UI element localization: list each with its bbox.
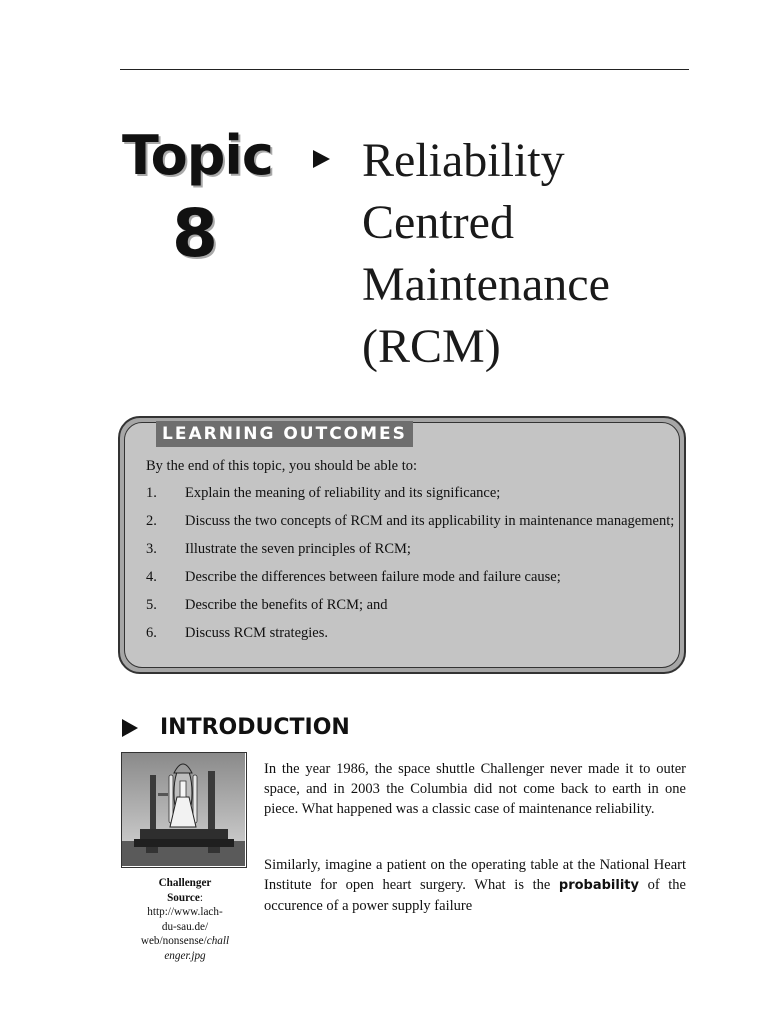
space-shuttle-image <box>122 753 245 866</box>
introduction-heading-row <box>122 713 350 743</box>
caption-url-part: web/nonsense/ <box>140 935 207 948</box>
introduction-heading: INTRODUCTION <box>160 715 350 740</box>
list-item-number: 3. <box>146 541 157 557</box>
caption-url-line: http://www.lach- <box>147 906 223 919</box>
topic-label: Topic <box>122 124 273 187</box>
caption-colon: : <box>199 891 203 904</box>
list-item-number: 6. <box>146 625 157 641</box>
shuttle-photo <box>121 752 247 868</box>
caption-url-line <box>120 934 250 949</box>
list-item-number: 2. <box>146 513 157 529</box>
list-item-text: Describe the benefits of RCM; and <box>185 597 388 613</box>
caption-url-line: du-sau.de/ <box>161 920 209 933</box>
caption-source-line <box>120 891 250 906</box>
title-line: Centred <box>362 196 514 249</box>
learning-outcomes-list <box>146 483 676 651</box>
keyword-probability: probability <box>558 878 639 893</box>
caption-url-italic: enger.jpg <box>164 949 206 962</box>
paragraph-text: Similarly, imagine a patient on the operating table at the National Heart Institute for open heart surgery. What is the <box>264 857 686 893</box>
title-line: (RCM) <box>362 320 501 373</box>
title-arrow-icon <box>311 148 331 170</box>
list-item-text: Explain the meaning of reliability and its significance; <box>185 485 501 501</box>
learning-outcomes-heading: LEARNING OUTCOMES <box>156 421 413 447</box>
topic-title <box>362 130 752 378</box>
section-arrow-icon <box>122 719 138 737</box>
intro-paragraph-2 <box>264 855 686 916</box>
list-item-text: Describe the differences between failure mode and failure cause; <box>185 569 561 585</box>
list-item <box>146 623 676 643</box>
list-item-text: Discuss the two concepts of RCM and its applicability in maintenance management; <box>185 513 675 529</box>
list-item-text: Discuss RCM strategies. <box>185 625 328 641</box>
title-line: Maintenance <box>362 258 610 311</box>
figure-caption <box>120 876 250 964</box>
caption-url-line <box>120 949 250 964</box>
header-rule <box>120 69 689 70</box>
intro-paragraph-1: In the year 1986, the space shuttle Challenger never made it to outer space, and in 2003 the Columbia did not come back to earth in one piece. What happened was a classic case of maintenance reliability. <box>264 761 686 817</box>
list-item <box>146 511 676 531</box>
list-item-number: 4. <box>146 569 157 585</box>
list-item-number: 1. <box>146 485 157 501</box>
caption-url-italic: chall <box>206 935 230 948</box>
caption-title: Challenger <box>158 877 212 889</box>
list-item <box>146 539 676 559</box>
list-item-number: 5. <box>146 597 157 613</box>
caption-source-label: Source <box>167 891 200 904</box>
list-item-text: Illustrate the seven principles of RCM; <box>185 541 411 557</box>
list-item <box>146 595 676 615</box>
learning-outcomes-intro: By the end of this topic, you should be able to: <box>146 458 418 474</box>
title-line: Reliability <box>362 134 565 187</box>
list-item <box>146 567 676 587</box>
paragraph-text: of the occurence of a power supply failure <box>264 877 686 914</box>
list-item <box>146 483 676 503</box>
topic-number: 8 <box>172 195 218 272</box>
